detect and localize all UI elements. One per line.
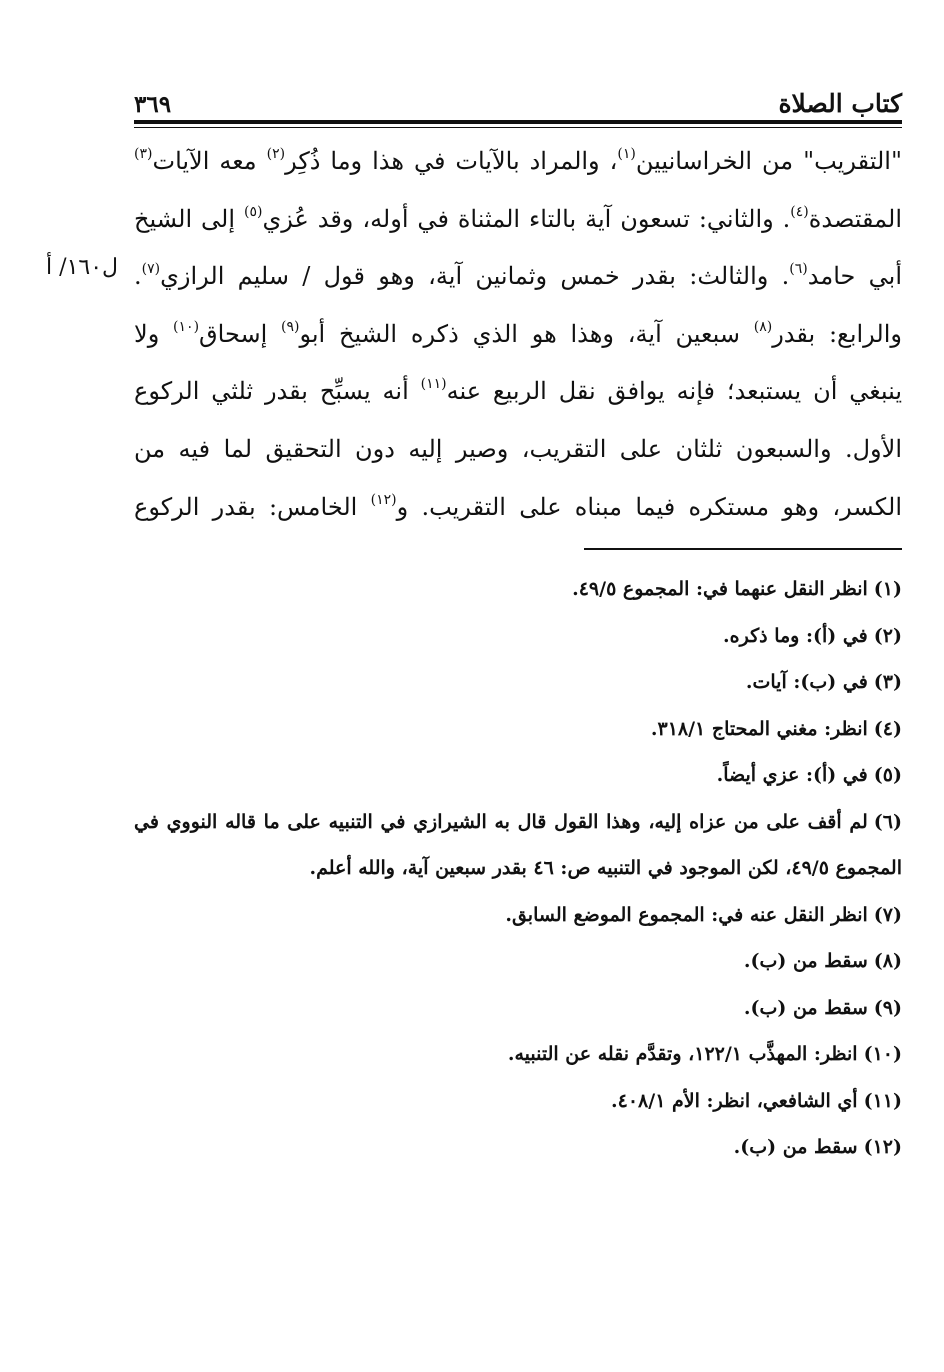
footnote-number: (٢) bbox=[873, 624, 902, 647]
text-segment: أبي حامد bbox=[807, 262, 902, 291]
footnote-item bbox=[134, 938, 902, 985]
footnote-number: (٦) bbox=[873, 810, 902, 833]
footnote-item bbox=[134, 566, 902, 613]
footnote-item bbox=[134, 799, 902, 892]
footnote-marker: (٧) bbox=[141, 261, 161, 278]
footnote-item bbox=[134, 1124, 902, 1171]
footnote-text: سقط من (ب). bbox=[743, 950, 868, 972]
text-segment: إسحاق bbox=[199, 319, 281, 348]
text-segment: . والثالث: بقدر خمس وثمانين آية، وهو قول / سليم الرازي bbox=[160, 262, 790, 291]
footnote-number: (٤) bbox=[873, 717, 902, 740]
footnote-marker: (٢) bbox=[266, 146, 286, 162]
footnote-item bbox=[134, 985, 902, 1032]
footnote-marker: (٣) bbox=[134, 146, 153, 162]
footnote-text: في (أ): وما ذكره. bbox=[723, 624, 868, 647]
text-line bbox=[134, 248, 902, 306]
text-segment: . bbox=[134, 262, 142, 291]
text-segment: الخامس: بقدر الركوع bbox=[134, 492, 371, 521]
text-segment: معه الآيات bbox=[152, 147, 267, 175]
footnote-item bbox=[134, 613, 902, 660]
text-segment: المقتصدة bbox=[808, 204, 902, 233]
footnote-item bbox=[134, 1078, 902, 1125]
manuscript-folio-note: ل١٦٠/ أ bbox=[46, 255, 118, 280]
text-line bbox=[134, 306, 902, 364]
main-text bbox=[134, 133, 902, 536]
footnote-number: (١١) bbox=[863, 1089, 902, 1112]
footnote-number: (١٢) bbox=[863, 1136, 902, 1158]
text-segment: الأول. والسبعون ثلثان على التقريب، وصير إليه دون التحقيق لما فيه من bbox=[134, 434, 902, 463]
footnote-marker: (٨) bbox=[753, 318, 773, 335]
footnote-text: انظر: مغني المحتاج ٣١٨/١. bbox=[650, 717, 868, 740]
footnote-text: سقط من (ب). bbox=[733, 1136, 858, 1158]
text-segment: ولا bbox=[134, 319, 174, 348]
footnote-marker: (١٢) bbox=[370, 491, 397, 508]
footnote-text: أي الشافعي، انظر: الأم ٤٠٨/١. bbox=[611, 1089, 858, 1112]
footnotes-list bbox=[134, 566, 902, 1171]
footnote-marker: (٥) bbox=[243, 203, 263, 220]
text-segment: أنه يسبِّح بقدر ثلثي الركوع bbox=[134, 377, 421, 406]
footnote-separator bbox=[584, 548, 902, 550]
footnote-number: (٥) bbox=[873, 764, 902, 786]
text-segment: ينبغي أن يستبعد؛ فإنه يوافق نقل الربيع عنه bbox=[446, 377, 902, 406]
footnote-item bbox=[134, 892, 902, 939]
footnote-item bbox=[134, 752, 902, 799]
footnote-marker: (٤) bbox=[790, 203, 809, 220]
text-line bbox=[134, 479, 902, 537]
footnote-text: لم أقف على من عزاه إليه، وهذا القول قال به الشيرازي في التنبيه على ما قاله النووي في المجموع ٤٩/٥، لكن الموجود في التنبيه ص: ٤٦ بقدر سبعين آية، والله أعلم. bbox=[134, 810, 902, 879]
footnote-item bbox=[134, 706, 902, 753]
footnote-number: (٧) bbox=[873, 903, 902, 926]
footnote-marker: (١١) bbox=[420, 376, 447, 393]
text-line bbox=[134, 363, 902, 421]
footnote-text: انظر النقل عنه في: المجموع الموضع السابق. bbox=[505, 903, 868, 926]
footnote-item bbox=[134, 1031, 902, 1078]
text-segment: . والثاني: تسعون آية بالتاء المثناة في أوله، وقد عُزي bbox=[262, 204, 791, 233]
header-rule-thin bbox=[134, 127, 902, 128]
footnote-text: سقط من (ب). bbox=[743, 996, 868, 1019]
text-segment: إلى الشيخ bbox=[134, 204, 244, 233]
text-segment: الكسر، وهو مستكره فيما مبناه على التقريب. و bbox=[396, 492, 902, 521]
text-segment: والرابع: بقدر bbox=[772, 319, 902, 348]
footnote-marker: (١٠) bbox=[173, 318, 200, 335]
footnote-number: (٣) bbox=[873, 671, 902, 693]
footnote-text: في (ب): آيات. bbox=[745, 671, 868, 693]
text-line bbox=[134, 421, 902, 479]
footnote-marker: (٦) bbox=[789, 261, 808, 278]
text-segment: سبعين آية، وهذا هو الذي ذكره الشيخ أبو bbox=[299, 319, 754, 348]
footnote-text: انظر: المهذَّب ١٢٢/١، وتقدَّم نقله عن التنبيه. bbox=[507, 1043, 858, 1065]
page-number: ٣٦٩ bbox=[134, 91, 172, 118]
text-line bbox=[134, 191, 902, 249]
footnote-marker: (١) bbox=[617, 146, 636, 162]
text-segment: "التقريب" من الخراسانيين bbox=[635, 147, 902, 175]
footnote-text: انظر النقل عنهما في: المجموع ٤٩/٥. bbox=[572, 578, 868, 600]
footnote-number: (٩) bbox=[873, 996, 902, 1019]
footnote-marker: (٩) bbox=[281, 318, 300, 335]
running-title: كتاب الصلاة bbox=[778, 89, 902, 118]
text-line bbox=[134, 133, 902, 191]
footnote-text: في (أ): عزي أيضاً. bbox=[716, 764, 868, 786]
footnote-number: (١) bbox=[873, 578, 902, 600]
footnote-item bbox=[134, 659, 902, 706]
text-segment: ، والمراد بالآيات في هذا وما ذُكِر bbox=[285, 147, 618, 175]
header-rule-thick bbox=[134, 120, 902, 124]
footnote-number: (٨) bbox=[873, 950, 902, 972]
footnote-number: (١٠) bbox=[863, 1043, 902, 1065]
page-header bbox=[134, 86, 902, 118]
